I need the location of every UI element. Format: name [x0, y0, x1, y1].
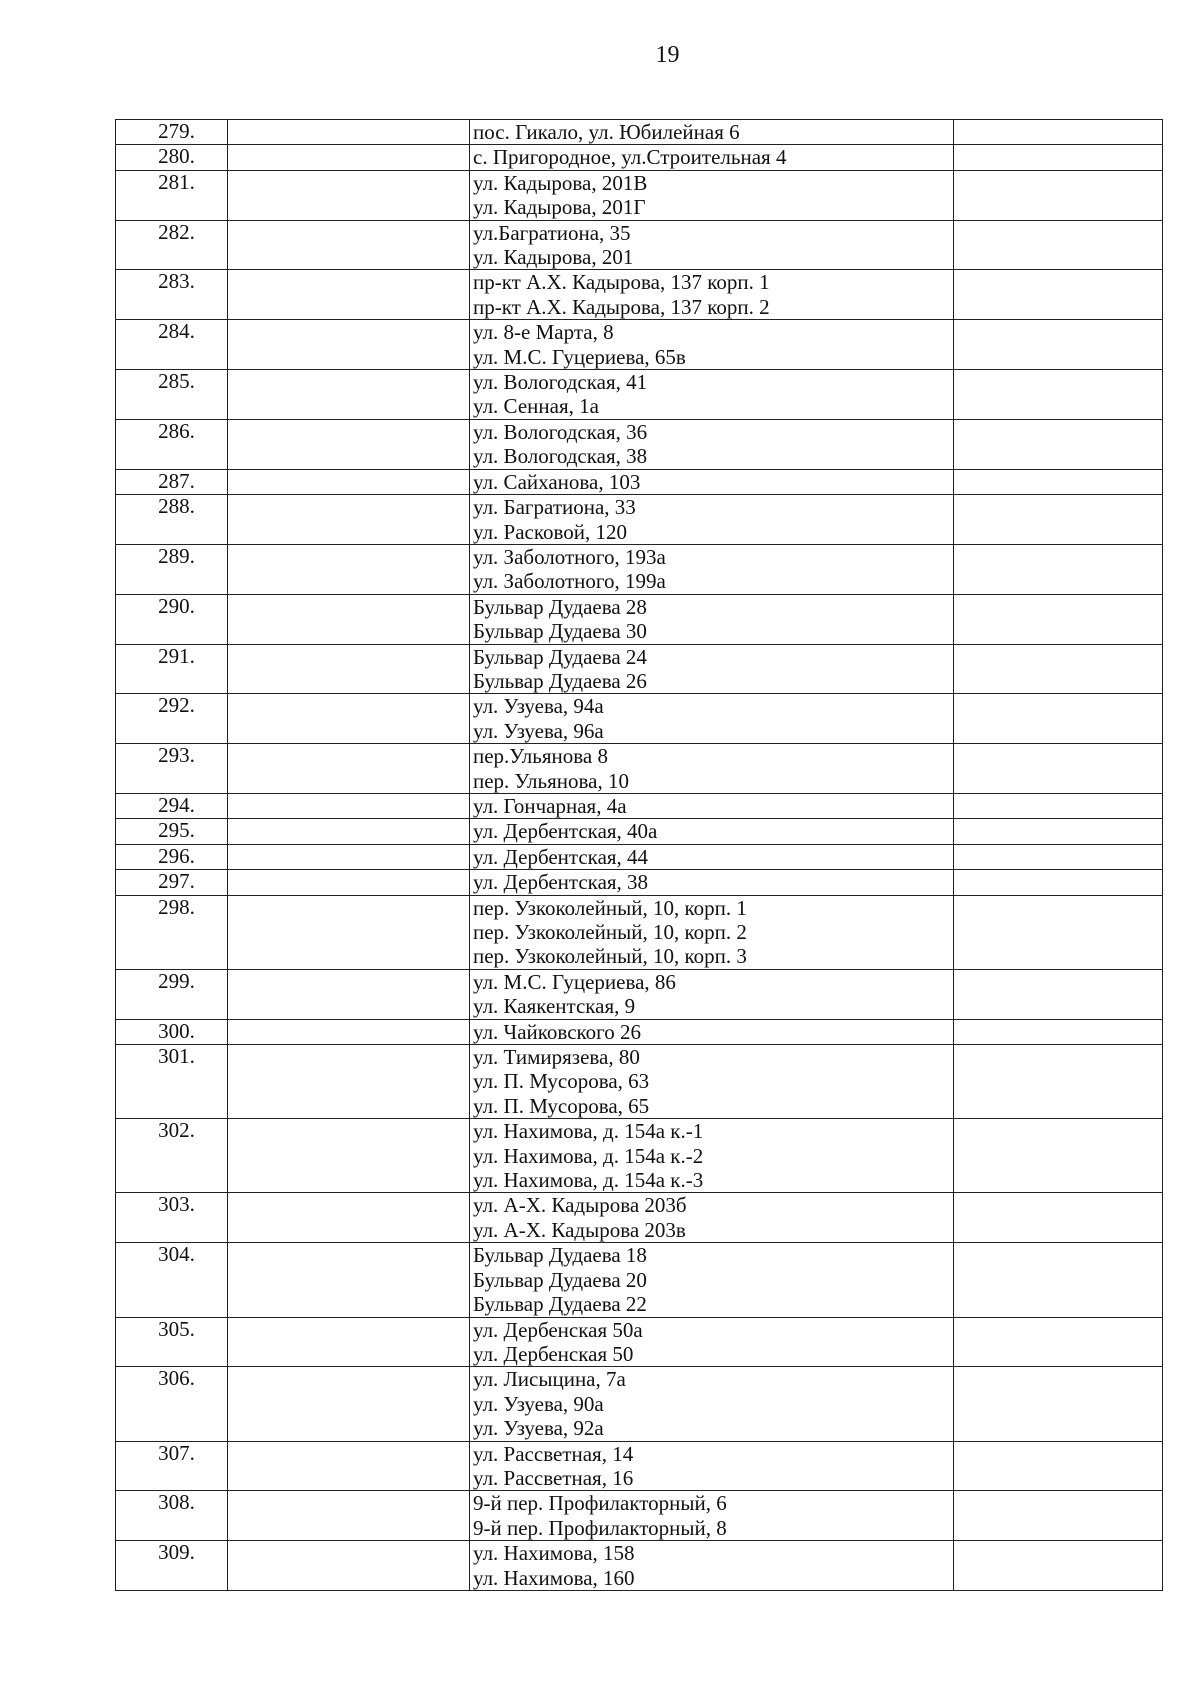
row-number: 287. [158, 468, 195, 493]
empty-cell [954, 1491, 1163, 1541]
address-line: ул. Лисыцина, 7а [473, 1367, 626, 1392]
address-cell [470, 1317, 954, 1367]
empty-cell [228, 594, 470, 644]
row-number: 300. [158, 1018, 195, 1043]
empty-cell [228, 744, 470, 794]
empty-cell [228, 1317, 470, 1367]
table-row [116, 1541, 1163, 1591]
empty-cell [954, 895, 1163, 969]
row-number-cell [116, 1317, 228, 1367]
empty-cell [954, 1243, 1163, 1317]
row-number: 298. [158, 894, 195, 919]
empty-cell [228, 320, 470, 370]
table-row [116, 594, 1163, 644]
row-number: 294. [158, 792, 195, 817]
empty-cell [228, 793, 470, 818]
empty-cell [228, 1541, 470, 1591]
row-number-cell [116, 793, 228, 818]
table-row [116, 1491, 1163, 1541]
address-line: ул. Сайханова, 103 [473, 469, 641, 494]
address-line: пос. Гикало, ул. Юбилейная 6 [473, 120, 740, 144]
address-cell [470, 220, 954, 270]
empty-cell [228, 469, 470, 494]
table-row [116, 969, 1163, 1019]
empty-cell [228, 270, 470, 320]
row-number-cell [116, 320, 228, 370]
empty-cell [954, 1367, 1163, 1441]
address-line: ул. Багратиона, 33 [473, 495, 636, 520]
table-row [116, 870, 1163, 895]
row-number-cell [116, 1019, 228, 1044]
address-line: ул. Рассветная, 14 [473, 1441, 634, 1466]
row-number-cell [116, 544, 228, 594]
empty-cell [954, 1317, 1163, 1367]
row-number: 279. [158, 119, 195, 143]
address-cell [470, 1045, 954, 1119]
empty-cell [228, 819, 470, 844]
row-number: 291. [158, 643, 195, 668]
row-number-cell [116, 1367, 228, 1441]
empty-cell [228, 969, 470, 1019]
empty-cell [954, 270, 1163, 320]
empty-cell [228, 1019, 470, 1044]
address-cell [470, 694, 954, 744]
row-number-cell [116, 469, 228, 494]
empty-cell [954, 744, 1163, 794]
row-number-cell [116, 744, 228, 794]
row-number-cell [116, 694, 228, 744]
row-number: 282. [158, 219, 195, 244]
empty-cell [954, 694, 1163, 744]
address-line: ул. Нахимова, д. 154а к.-2 [473, 1143, 704, 1168]
row-number: 284. [158, 319, 195, 344]
empty-cell [954, 1441, 1163, 1491]
empty-cell [954, 469, 1163, 494]
address-line: пр-кт А.Х. Кадырова, 137 корп. 1 [473, 270, 770, 295]
empty-cell [228, 844, 470, 869]
row-number: 297. [158, 869, 195, 894]
empty-cell [954, 1019, 1163, 1044]
row-number: 289. [158, 543, 195, 568]
table-row [116, 469, 1163, 494]
table-row [116, 370, 1163, 420]
row-number-cell [116, 1441, 228, 1491]
empty-cell [228, 895, 470, 969]
address-cell [470, 370, 954, 420]
empty-cell [228, 1119, 470, 1193]
address-line: ул. Расковой, 120 [473, 519, 628, 544]
address-cell [470, 644, 954, 694]
row-number: 299. [158, 968, 195, 993]
empty-cell [228, 170, 470, 220]
empty-cell [954, 644, 1163, 694]
table-row [116, 1119, 1163, 1193]
table-row [116, 1243, 1163, 1317]
row-number: 307. [158, 1440, 195, 1465]
row-number-cell [116, 969, 228, 1019]
address-line: ул. Вологодская, 36 [473, 419, 648, 444]
address-line: ул. Рассветная, 16 [473, 1465, 634, 1490]
table-row [116, 895, 1163, 969]
address-cell [470, 1441, 954, 1491]
empty-cell [228, 1243, 470, 1317]
address-line: ул. Каякентская, 9 [473, 994, 636, 1019]
address-line: ул. Узуева, 92а [473, 1416, 604, 1441]
row-number-cell [116, 419, 228, 469]
address-line: ул. Гончарная, 4а [473, 793, 627, 818]
address-line: Бульвар Дудаева 26 [473, 668, 647, 693]
address-line: ул. Кадырова, 201 [473, 245, 634, 270]
address-line: пер. Узкоколейный, 10, корп. 3 [473, 944, 747, 969]
address-line: 9-й пер. Профилакторный, 6 [473, 1491, 727, 1516]
row-number: 303. [158, 1192, 195, 1217]
address-cell [470, 1193, 954, 1243]
empty-cell [954, 120, 1163, 145]
table-row [116, 1441, 1163, 1491]
row-number-cell [116, 170, 228, 220]
address-line: ул. П. Мусорова, 65 [473, 1093, 650, 1118]
address-line: ул. Сенная, 1а [473, 394, 599, 419]
address-line: ул. М.С. Гуцериева, 65в [473, 344, 686, 369]
empty-cell [954, 594, 1163, 644]
row-number: 283. [158, 269, 195, 294]
address-line: ул. Кадырова, 201Г [473, 195, 646, 220]
empty-cell [954, 1119, 1163, 1193]
empty-cell [954, 819, 1163, 844]
empty-cell [954, 969, 1163, 1019]
row-number: 293. [158, 743, 195, 768]
address-line: ул. Заболотного, 199а [473, 569, 666, 594]
address-line: Бульвар Дудаева 22 [473, 1292, 647, 1317]
address-cell [470, 1541, 954, 1591]
empty-cell [228, 1441, 470, 1491]
row-number-cell [116, 270, 228, 320]
address-cell [470, 120, 954, 145]
empty-cell [228, 1193, 470, 1243]
table-row [116, 120, 1163, 145]
address-cell [470, 1243, 954, 1317]
empty-cell [228, 120, 470, 145]
row-number-cell [116, 145, 228, 170]
row-number: 280. [158, 144, 195, 169]
table-row [116, 270, 1163, 320]
row-number: 302. [158, 1118, 195, 1143]
table-row [116, 694, 1163, 744]
empty-cell [954, 495, 1163, 545]
row-number-cell [116, 594, 228, 644]
address-cell [470, 320, 954, 370]
table-row [116, 744, 1163, 794]
row-number: 295. [158, 818, 195, 843]
empty-cell [954, 793, 1163, 818]
row-number-cell [116, 1045, 228, 1119]
table-row [116, 320, 1163, 370]
address-line: пер. Ульянова, 10 [473, 768, 629, 793]
table-row [116, 819, 1163, 844]
empty-cell [954, 370, 1163, 420]
address-line: ул. Узуева, 96а [473, 718, 604, 743]
address-cell [470, 844, 954, 869]
row-number-cell [116, 1119, 228, 1193]
table-row [116, 1367, 1163, 1441]
address-cell [470, 744, 954, 794]
empty-cell [954, 220, 1163, 270]
address-cell [470, 969, 954, 1019]
address-line: ул. Нахимова, д. 154а к.-3 [473, 1168, 704, 1193]
address-cell [470, 594, 954, 644]
row-number-cell [116, 220, 228, 270]
empty-cell [228, 495, 470, 545]
address-line: пер. Узкоколейный, 10, корп. 1 [473, 895, 747, 920]
address-line: пер.Ульянова 8 [473, 744, 608, 769]
address-line: ул. М.С. Гуцериева, 86 [473, 969, 676, 994]
address-cell [470, 145, 954, 170]
table-row [116, 1193, 1163, 1243]
address-line: ул. Чайковского 26 [473, 1019, 641, 1044]
table-row [116, 495, 1163, 545]
address-line: ул. Дербентская, 44 [473, 844, 649, 869]
row-number: 306. [158, 1366, 195, 1391]
address-line: пр-кт А.Х. Кадырова, 137 корп. 2 [473, 294, 770, 319]
row-number: 292. [158, 693, 195, 718]
row-number: 301. [158, 1044, 195, 1069]
address-cell [470, 469, 954, 494]
address-line: ул. Нахимова, д. 154а к.-1 [473, 1119, 704, 1144]
table-row [116, 1317, 1163, 1367]
table-row [116, 644, 1163, 694]
address-cell [470, 819, 954, 844]
address-cell [470, 495, 954, 545]
empty-cell [228, 694, 470, 744]
table-row [116, 220, 1163, 270]
row-number: 288. [158, 494, 195, 519]
address-table-body [116, 120, 1163, 1591]
address-line: ул. 8-е Марта, 8 [473, 320, 614, 345]
row-number-cell [116, 1491, 228, 1541]
empty-cell [228, 870, 470, 895]
empty-cell [954, 870, 1163, 895]
empty-cell [228, 145, 470, 170]
empty-cell [954, 844, 1163, 869]
row-number-cell [116, 1193, 228, 1243]
address-cell [470, 1367, 954, 1441]
address-line: ул. Нахимова, 160 [473, 1565, 635, 1590]
empty-cell [954, 170, 1163, 220]
row-number: 290. [158, 593, 195, 618]
address-cell [470, 1119, 954, 1193]
empty-cell [228, 1045, 470, 1119]
address-line: Бульвар Дудаева 28 [473, 594, 647, 619]
row-number-cell [116, 1541, 228, 1591]
table-row [116, 544, 1163, 594]
address-line: 9-й пер. Профилакторный, 8 [473, 1515, 727, 1540]
address-line: ул. Нахимова, 158 [473, 1541, 635, 1566]
address-line: ул. Дербентская, 38 [473, 870, 649, 895]
empty-cell [954, 544, 1163, 594]
address-cell [470, 170, 954, 220]
address-line: ул. Дербенская 50а [473, 1317, 643, 1342]
address-line: ул. Узуева, 94а [473, 694, 604, 719]
row-number: 309. [158, 1540, 195, 1565]
row-number: 296. [158, 843, 195, 868]
row-number: 308. [158, 1490, 195, 1515]
table-row [116, 1019, 1163, 1044]
address-line: ул. А-Х. Кадырова 203в [473, 1217, 686, 1242]
address-line: Бульвар Дудаева 24 [473, 644, 647, 669]
address-line: Бульвар Дудаева 18 [473, 1243, 647, 1268]
address-line: ул. Кадырова, 201В [473, 170, 648, 195]
address-cell [470, 793, 954, 818]
empty-cell [228, 220, 470, 270]
address-line: ул. Узуева, 90а [473, 1391, 604, 1416]
address-table [115, 119, 1163, 1591]
address-cell [470, 1019, 954, 1044]
address-cell [470, 870, 954, 895]
address-line: ул.Багратиона, 35 [473, 220, 631, 245]
table-row [116, 1045, 1163, 1119]
row-number-cell [116, 120, 228, 145]
address-line: ул. П. Мусорова, 63 [473, 1069, 650, 1094]
row-number-cell [116, 870, 228, 895]
empty-cell [228, 419, 470, 469]
row-number: 281. [158, 169, 195, 194]
address-line: Бульвар Дудаева 30 [473, 619, 647, 644]
page-number: 19 [655, 42, 680, 68]
empty-cell [228, 644, 470, 694]
empty-cell [954, 1541, 1163, 1591]
table-row [116, 145, 1163, 170]
empty-cell [954, 419, 1163, 469]
empty-cell [954, 1045, 1163, 1119]
row-number-cell [116, 1243, 228, 1317]
row-number-cell [116, 819, 228, 844]
row-number-cell [116, 644, 228, 694]
row-number: 285. [158, 369, 195, 394]
address-cell [470, 544, 954, 594]
row-number: 286. [158, 418, 195, 443]
address-line: ул. А-Х. Кадырова 203б [473, 1193, 687, 1218]
address-line: ул. Тимирязева, 80 [473, 1045, 640, 1070]
address-line: ул. Дербенская 50 [473, 1341, 634, 1366]
address-line: Бульвар Дудаева 20 [473, 1267, 647, 1292]
empty-cell [228, 544, 470, 594]
row-number: 305. [158, 1316, 195, 1341]
row-number: 304. [158, 1242, 195, 1267]
address-cell [470, 419, 954, 469]
row-number-cell [116, 844, 228, 869]
empty-cell [228, 1491, 470, 1541]
row-number-cell [116, 895, 228, 969]
address-cell [470, 270, 954, 320]
row-number-cell [116, 370, 228, 420]
address-line: с. Пригородное, ул.Строительная 4 [473, 145, 787, 170]
address-line: ул. Дербентская, 40а [473, 819, 658, 844]
table-row [116, 419, 1163, 469]
address-line: ул. Заболотного, 193а [473, 544, 666, 569]
address-cell [470, 1491, 954, 1541]
empty-cell [228, 370, 470, 420]
address-line: пер. Узкоколейный, 10, корп. 2 [473, 920, 747, 944]
table-row [116, 170, 1163, 220]
address-cell [470, 895, 954, 969]
table-row [116, 844, 1163, 869]
row-number-cell [116, 495, 228, 545]
empty-cell [954, 320, 1163, 370]
empty-cell [954, 1193, 1163, 1243]
address-line: ул. Вологодская, 41 [473, 370, 648, 395]
empty-cell [228, 1367, 470, 1441]
empty-cell [954, 145, 1163, 170]
address-line: ул. Вологодская, 38 [473, 444, 648, 469]
table-row [116, 793, 1163, 818]
